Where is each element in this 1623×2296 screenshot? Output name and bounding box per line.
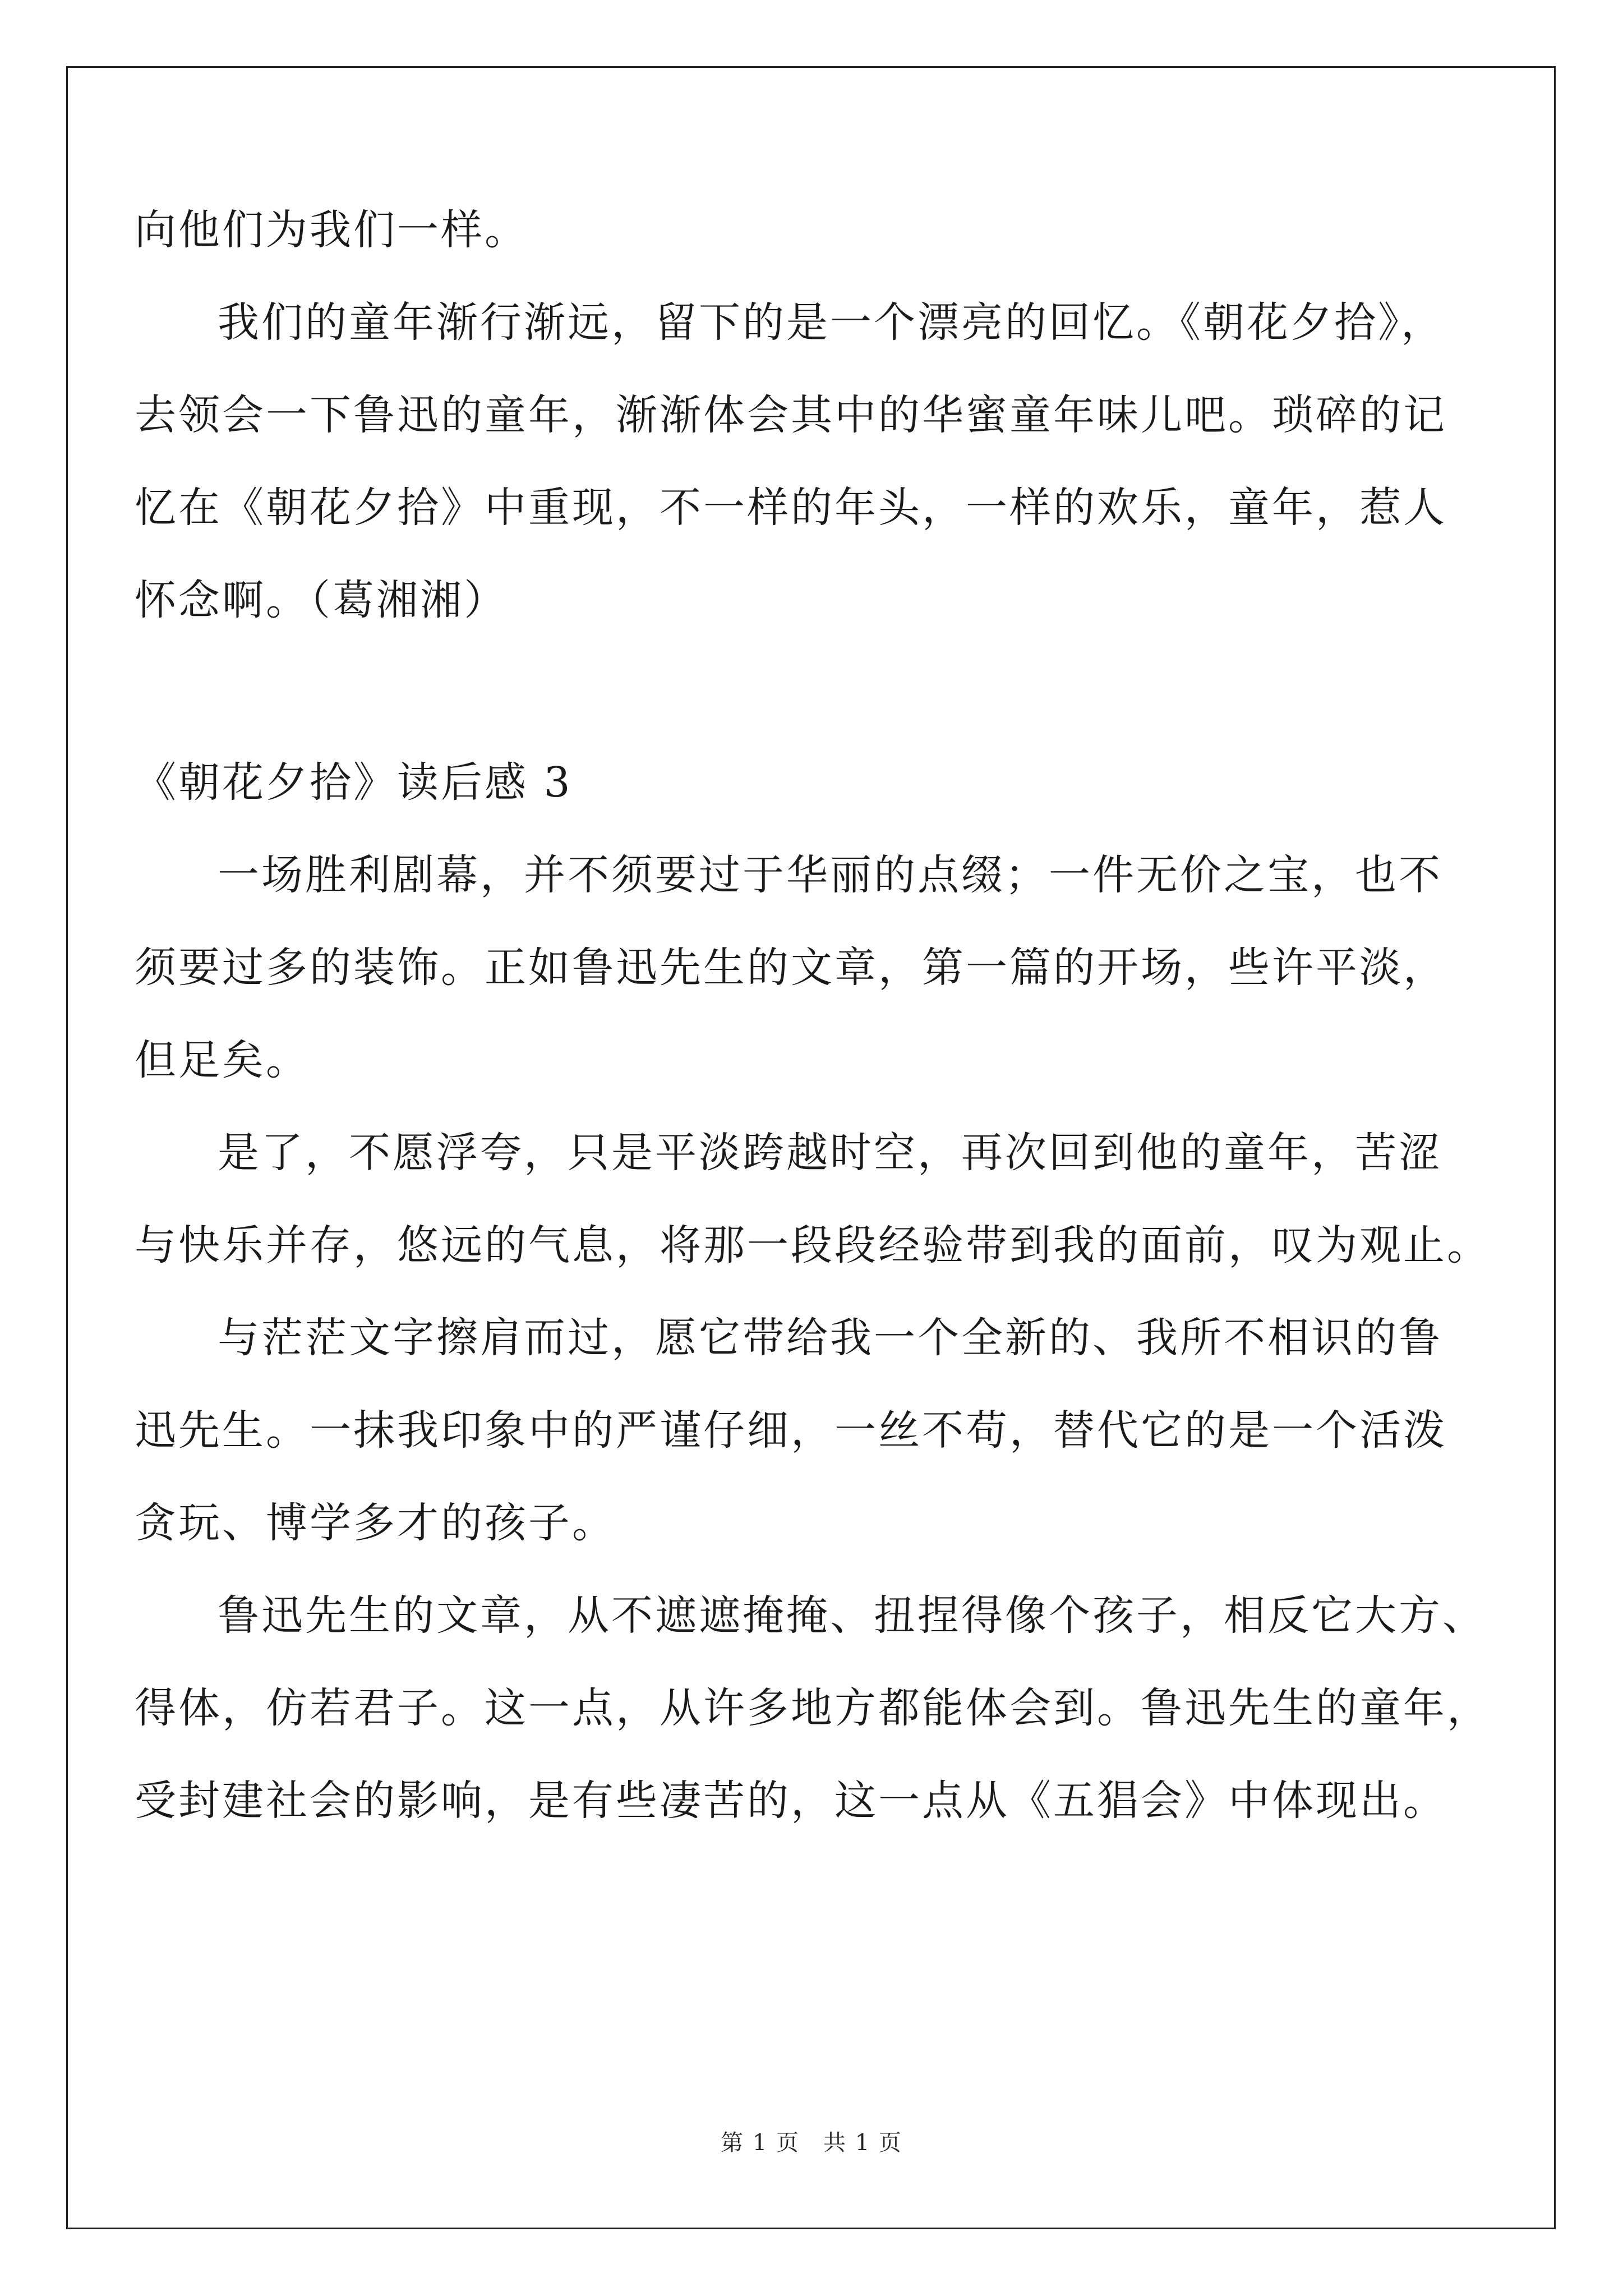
text-line: 怀念啊。（葛湘湘） xyxy=(135,576,508,624)
text-line: 向他们为我们一样。 xyxy=(135,206,528,254)
text-line: 得体，仿若君子。这一点，从许多地方都能体会到。鲁迅先生的童年， xyxy=(135,1684,1491,1732)
text-line: 我们的童年渐行渐远，留下的是一个漂亮的回忆。《朝花夕拾》， xyxy=(218,298,1445,347)
text-line: 与茫茫文字擦肩而过，愿它带给我一个全新的、我所不相识的鲁 xyxy=(218,1314,1442,1362)
page-number-footer: 第 1 页 共 1 页 xyxy=(721,2130,902,2156)
text-line: 须要过多的装饰。正如鲁迅先生的文章，第一篇的开场，些许平淡， xyxy=(135,944,1447,992)
text-line: 一场胜利剧幕，并不须要过于华丽的点缀；一件无价之宝，也不 xyxy=(218,851,1442,899)
text-line: 贪玩、博学多才的孩子。 xyxy=(135,1499,616,1547)
text-line: 受封建社会的影响，是有些凄苦的，这一点从《五猖会》中体现出。 xyxy=(135,1777,1447,1825)
section-heading: 《朝花夕拾》读后感 3 xyxy=(135,758,573,807)
text-line: 忆在《朝花夕拾》中重现，不一样的年头，一样的欢乐，童年，惹人 xyxy=(135,484,1447,532)
text-line: 鲁迅先生的文章，从不遮遮掩掩、扭捏得像个孩子，相反它大方、 xyxy=(218,1591,1486,1640)
text-line: 迅先生。一抹我印象中的严谨仔细，一丝不苟，替代它的是一个活泼 xyxy=(135,1406,1447,1455)
text-line: 去领会一下鲁迅的童年，渐渐体会其中的华蜜童年味儿吧。琐碎的记 xyxy=(135,391,1447,439)
text-line: 是了，不愿浮夸，只是平淡跨越时空，再次回到他的童年，苦涩 xyxy=(218,1129,1442,1177)
text-line: 但足矣。 xyxy=(135,1036,310,1084)
text-line: 与快乐并存，悠远的气息，将那一段段经验带到我的面前，叹为观止。 xyxy=(135,1221,1491,1269)
